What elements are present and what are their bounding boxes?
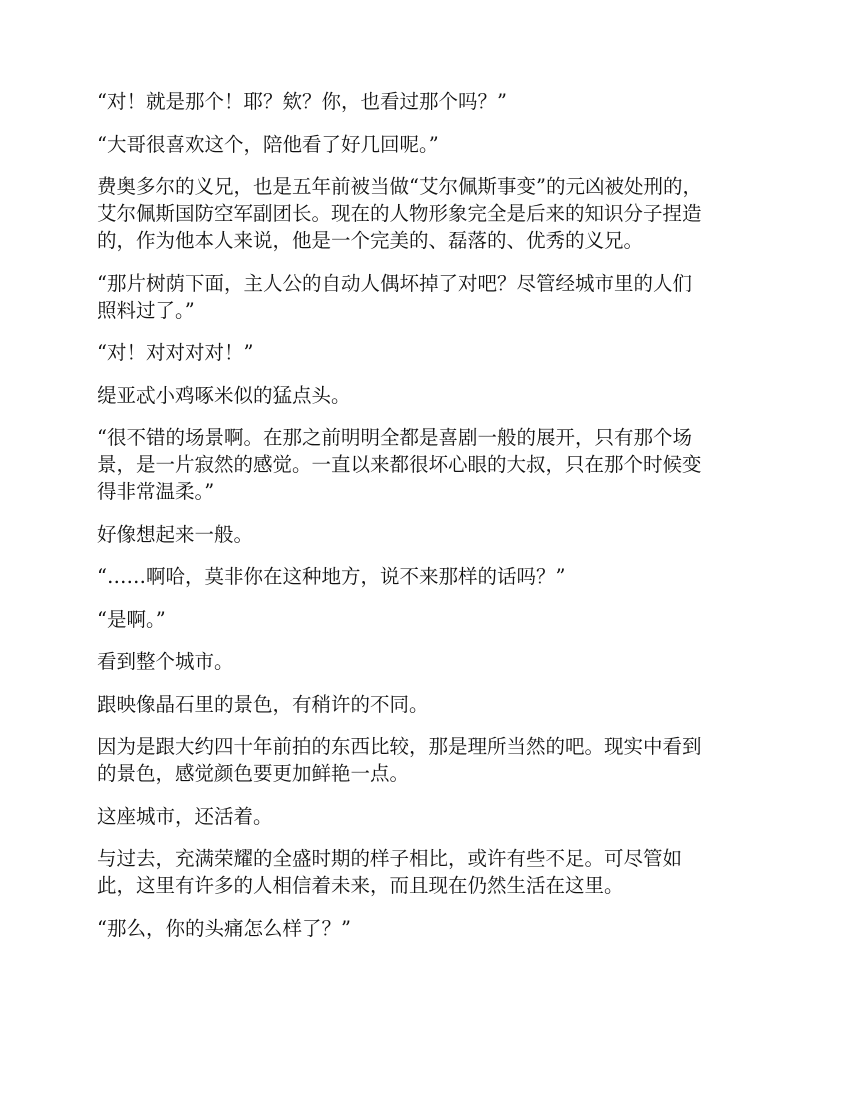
text-line: 照料过了。” [97, 298, 195, 322]
text-line: 跟映像晶石里的景色，有稍许的不同。 [97, 692, 429, 716]
document-body [97, 88, 757, 957]
text-line: 缇亚忒小鸡啄米似的猛点头。 [97, 383, 351, 407]
text-line: 费奥多尔的义兄，也是五年前被当做“艾尔佩斯事变”的元凶被处刑的， [97, 175, 702, 198]
text-line: 的景色，感觉颜色要更加鲜艳一点。 [97, 762, 410, 785]
paragraph [97, 691, 757, 718]
text-line: 看到整个城市。 [97, 650, 234, 673]
paragraph [97, 521, 757, 548]
text-line: 与过去，充满荣耀的全盛时期的样子相比，或许有些不足。可尽管如 [97, 847, 683, 870]
paragraph [97, 563, 757, 590]
paragraph [97, 270, 757, 324]
paragraph [97, 733, 757, 787]
paragraph [97, 606, 757, 633]
text-line: “很不错的场景啊。在那之前明明全都是喜剧一般的展开，只有那个场 [97, 426, 692, 449]
paragraph [97, 382, 757, 409]
text-line: 的，作为他本人来说，他是一个完美的、磊落的、优秀的义兄。 [97, 229, 644, 252]
text-line: 艾尔佩斯国防空军副团长。现在的人物形象完全是后来的知识分子捏造 [97, 202, 702, 225]
paragraph [97, 88, 757, 115]
text-line: “对！对对对对！” [97, 341, 254, 364]
text-line: 景，是一片寂然的感觉。一直以来都很坏心眼的大叔，只在那个时候变 [97, 453, 702, 476]
paragraph [97, 424, 757, 505]
text-line: “那片树荫下面，主人公的自动人偶坏掉了对吧？尽管经城市里的人们 [97, 271, 692, 295]
paragraph [97, 803, 757, 830]
paragraph [97, 173, 757, 254]
text-line: “……啊哈，莫非你在这种地方，说不来那样的话吗？” [97, 565, 566, 588]
text-line: “对！就是那个！耶？欸？你，也看过那个吗？” [97, 90, 507, 113]
paragraph [97, 845, 757, 899]
text-line: 得非常温柔。” [97, 480, 215, 503]
text-line: “是啊。” [97, 607, 166, 631]
paragraph [97, 339, 757, 366]
text-line: “那么，你的头痛怎么样了？” [97, 916, 351, 940]
text-line: 这座城市，还活着。 [97, 804, 273, 828]
text-line: 好像想起来一般。 [97, 522, 254, 546]
text-line: “大哥很喜欢这个，陪他看了好几回呢。” [97, 132, 439, 156]
paragraph [97, 131, 757, 158]
text-line: 此，这里有许多的人相信着未来，而且现在仍然生活在这里。 [97, 874, 624, 897]
text-line: 因为是跟大约四十年前拍的东西比较，那是理所当然的吧。现实中看到 [97, 735, 702, 758]
paragraph [97, 915, 757, 942]
paragraph [97, 648, 757, 675]
